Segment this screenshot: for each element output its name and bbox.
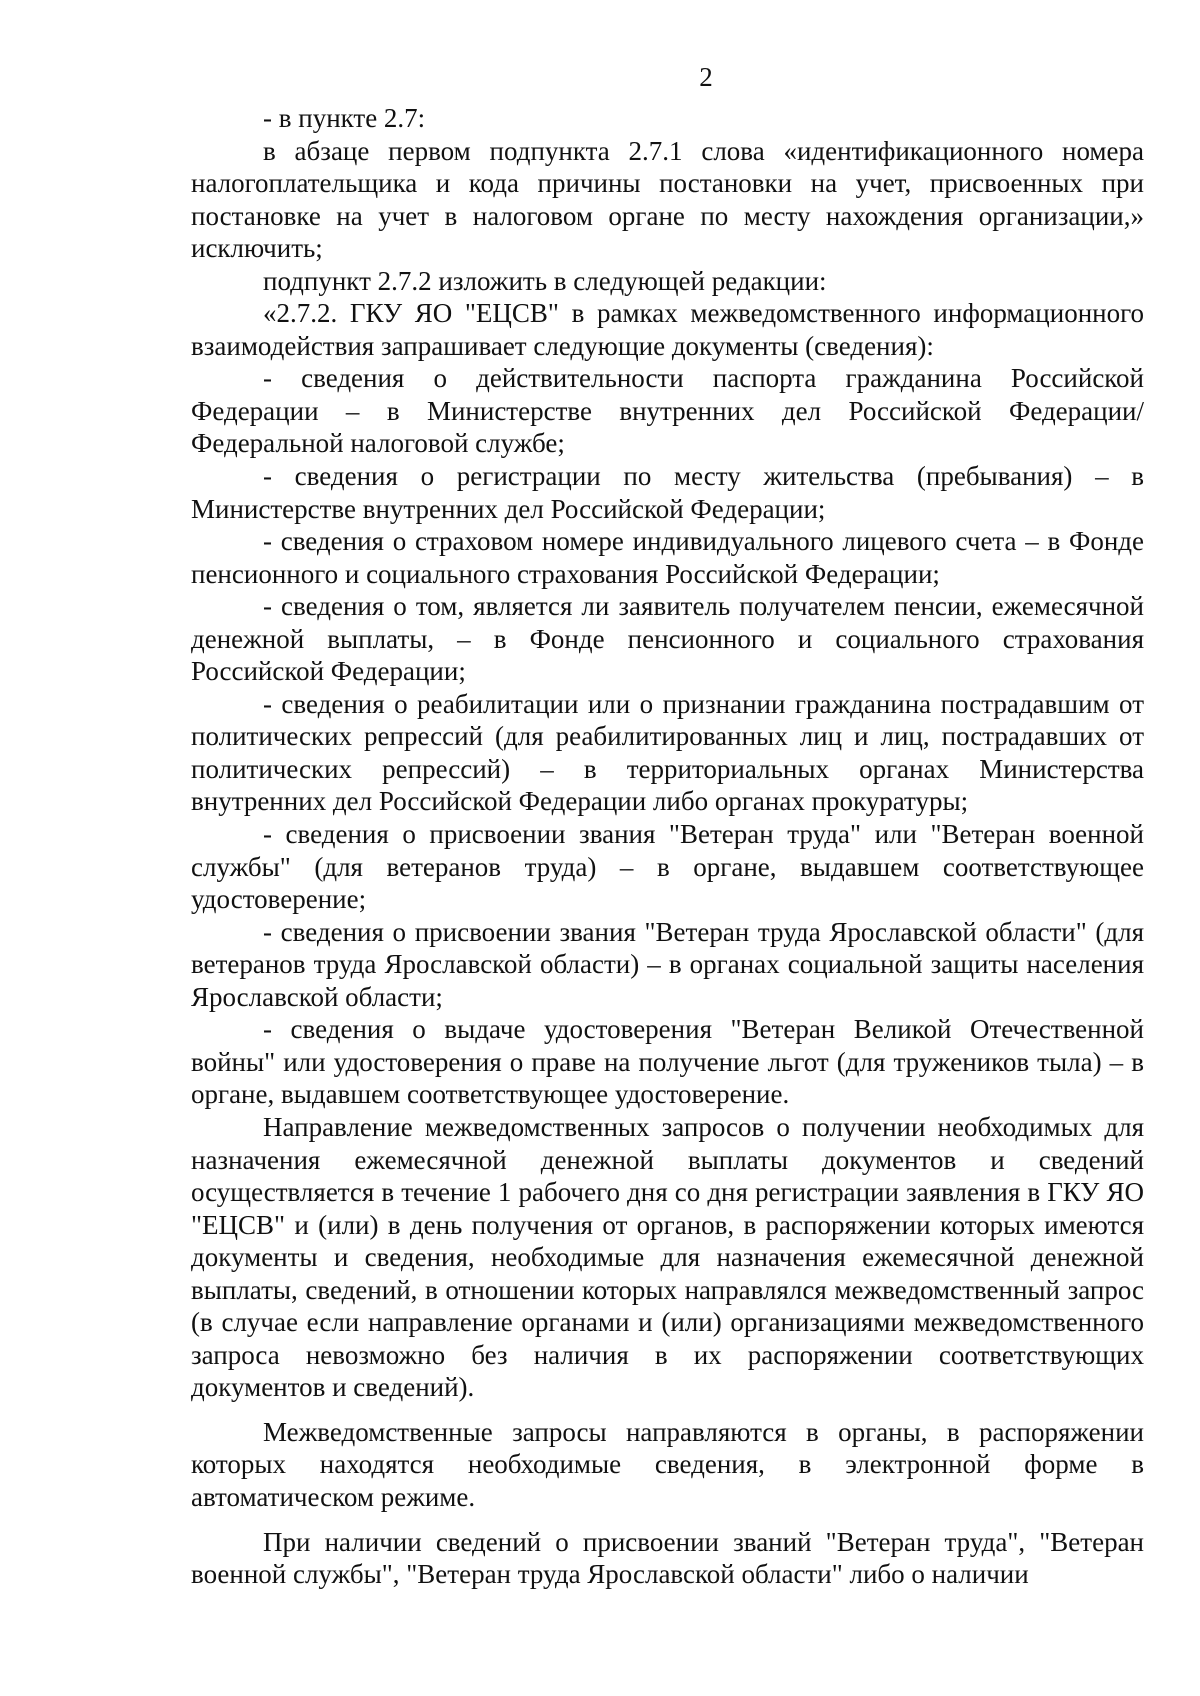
list-item: - сведения о присвоении звания "Ветеран труда Ярославской области" (для ветеранов труда Ярославской области) – в органах социальной защиты населения Ярославской области; xyxy=(191,916,1144,1012)
paragraph: Направление межведомственных запросов о получении необходимых для назначения ежемесячной денежной выплаты документов и сведений осуществляется в течение 1 рабочего дня со дня регистрации заявления в ГКУ ЯО "ЕЦСВ" и (или) в день получения от органов, в распоряжении которых имеются документы и сведения, необходимые для назначения ежемесячной денежной выплаты, сведений, в отношении которых направлялся межведомственный запрос (в случае если направление органами и (или) организациями межведомственного запроса невозможно без наличия в их распоряжении соответствующих документов и сведений). xyxy=(191,1111,1144,1403)
paragraph: Межведомственные запросы направляются в органы, в распоряжении которых находятся необходимые сведения, в электронной форме в автоматическом режиме. xyxy=(191,1416,1144,1512)
paragraph: При наличии сведений о присвоении званий "Ветеран труда", "Ветеран военной службы", "Ветеран труда Ярославской области" либо о наличии xyxy=(191,1526,1144,1590)
list-item: - сведения о действительности паспорта гражданина Российской Федерации – в Министерстве внутренних дел Российской Федерации/ Федеральной налоговой службе; xyxy=(191,363,1144,459)
paragraph: - в пункте 2.7: xyxy=(263,103,426,133)
list-item: - сведения о присвоении звания "Ветеран труда" или "Ветеран военной службы" (для ветеранов труда) – в органе, выдавшем соответствующее удостоверение; xyxy=(191,819,1144,915)
list-item: - сведения о регистрации по месту жительства (пребывания) – в Министерстве внутренних дел Российской Федерации; xyxy=(191,461,1144,524)
paragraph: подпункт 2.7.2 изложить в следующей редакции: xyxy=(263,265,827,296)
list-item: - сведения о страховом номере индивидуального лицевого счета – в Фонде пенсионного и социального страхования Российской Федерации; xyxy=(191,526,1144,589)
list-item: - сведения о реабилитации или о признании гражданина пострадавшим от политических репрессий (для реабилитированных лиц и лиц, пострадавших от политических репрессий) – в территориальных органах Министерства внутренних дел Российской Федерации либо органах прокуратуры; xyxy=(191,688,1144,817)
page-number: 2 xyxy=(699,62,713,92)
paragraph: в абзаце первом подпункта 2.7.1 слова «идентификационного номера налогоплательщика и кода причины постановки на учет, присвоенных при постановке на учет в налоговом органе по месту нахождения организации,» исключить; xyxy=(191,135,1144,264)
paragraph: «2.7.2. ГКУ ЯО "ЕЦСВ" в рамках межведомственного информационного взаимодействия запрашивает следующие документы (сведения): xyxy=(191,298,1144,361)
list-item: - сведения о выдаче удостоверения "Ветеран Великой Отечественной войны" или удостоверения о праве на получение льгот (для тружеников тыла) – в органе, выдавшем соответствующее удостоверение. xyxy=(191,1014,1144,1110)
list-item: - сведения о том, является ли заявитель получателем пенсии, ежемесячной денежной выплаты, – в Фонде пенсионного и социального страхования Российской Федерации; xyxy=(191,591,1144,687)
document-body xyxy=(191,102,1144,1591)
